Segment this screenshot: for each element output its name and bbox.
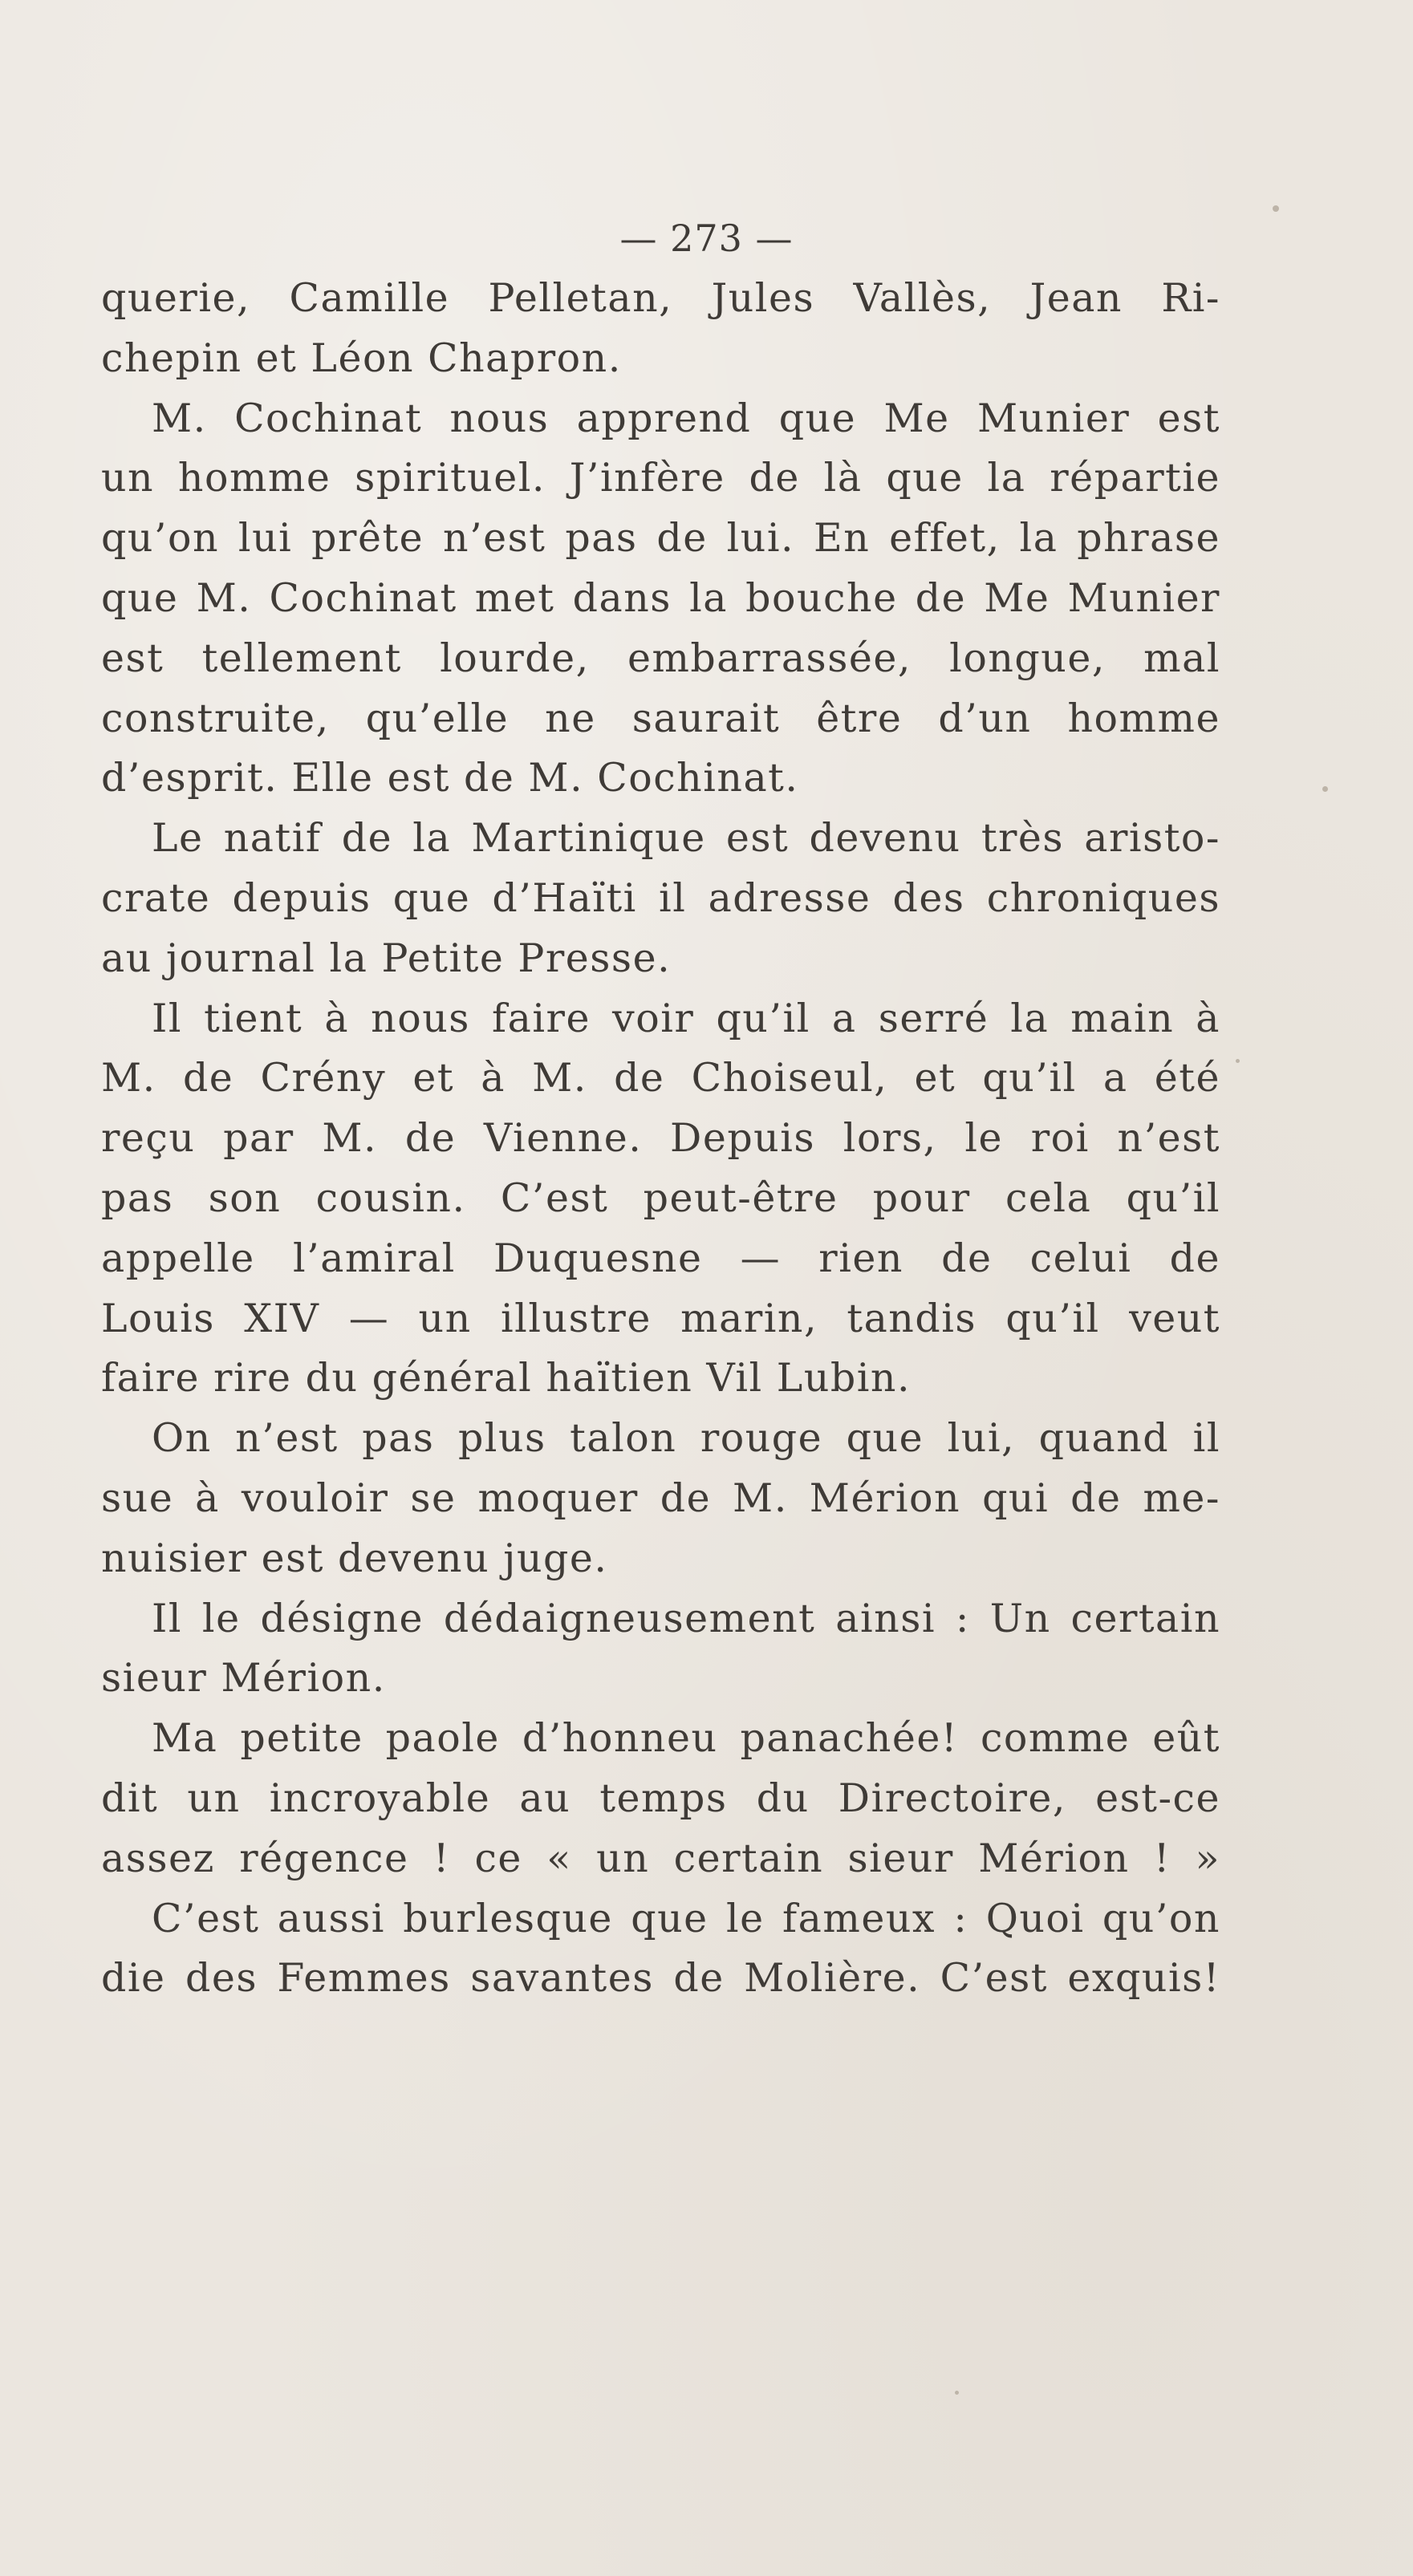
paper-speck	[955, 2391, 959, 2395]
text-line: faire rire du général haïtien Vil Lubin.	[101, 1355, 912, 1402]
text-line: pas son cousin. C’est peut-être pour cela qu’il	[101, 1174, 1220, 1221]
text-line: querie, Camille Pelletan, Jules Vallès, Jean Ri-	[101, 275, 1220, 321]
text-line: Louis XIV — un illustre marin, tandis qu’il veut	[101, 1295, 1220, 1341]
paper-speck	[1322, 786, 1328, 792]
text-line: M. de Crény et à M. de Choiseul, et qu’il a été	[101, 1055, 1220, 1101]
text-line: die des Femmes savantes de Molière. C’est exquis!	[101, 1955, 1220, 2002]
page-number: — 273 —	[619, 217, 794, 260]
text-line: M. Cochinat nous apprend que Me Munier est	[152, 395, 1220, 441]
paper-speck	[1236, 1059, 1240, 1063]
body-text	[101, 269, 1220, 2009]
text-line: reçu par M. de Vienne. Depuis lors, le roi n’est	[101, 1115, 1220, 1162]
text-line: nuisier est devenu juge.	[101, 1535, 608, 1581]
text-line: chepin et Léon Chapron.	[101, 335, 622, 381]
text-line: un homme spirituel. J’infère de là que la répartie	[101, 455, 1220, 501]
text-line: Ma petite paole d’honneu panachée! comme eût	[152, 1715, 1220, 1762]
text-line: dit un incroyable au temps du Directoire, est-ce	[101, 1775, 1220, 1821]
text-line: d’esprit. Elle est de M. Cochinat.	[101, 755, 799, 801]
text-line: crate depuis que d’Haïti il adresse des chroniques	[101, 874, 1220, 921]
text-line: que M. Cochinat met dans la bouche de Me Munier	[101, 574, 1220, 621]
text-line: construite, qu’elle ne saurait être d’un homme	[101, 695, 1220, 741]
text-line: sieur Mérion.	[101, 1655, 386, 1702]
text-line: On n’est pas plus talon rouge que lui, quand il	[152, 1415, 1220, 1462]
text-line: au journal la Petite Presse.	[101, 935, 672, 981]
text-line: sue à vouloir se moquer de M. Mérion qui de me-	[101, 1475, 1220, 1521]
text-line: Il le désigne dédaigneusement ainsi : Un certain	[152, 1595, 1220, 1641]
text-line: appelle l’amiral Duquesne — rien de celui de	[101, 1235, 1220, 1281]
paper-speck	[1273, 205, 1279, 212]
text-line: Il tient à nous faire voir qu’il a serré la main à	[152, 995, 1220, 1041]
text-line: Le natif de la Martinique est devenu très aristo-	[152, 815, 1220, 862]
text-line: est tellement lourde, embarrassée, longue, mal	[101, 635, 1220, 681]
text-line: C’est aussi burlesque que le fameux : Quoi qu’on	[152, 1895, 1220, 1941]
text-line: qu’on lui prête n’est pas de lui. En effet, la phrase	[101, 515, 1220, 562]
text-line: assez régence ! ce « un certain sieur Mérion ! »	[101, 1835, 1220, 1881]
